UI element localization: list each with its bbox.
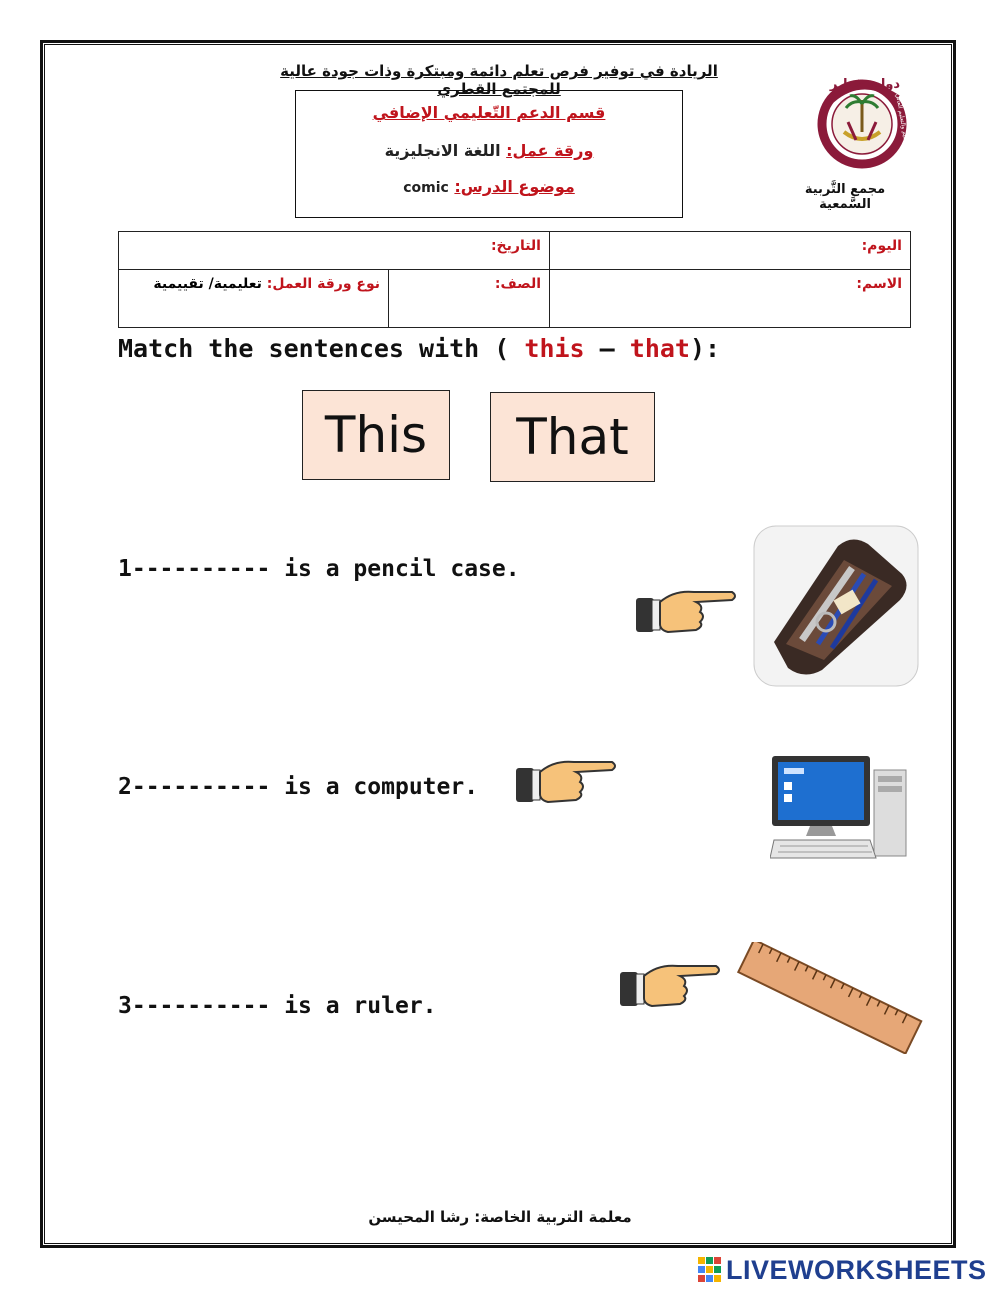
type-label: نوع ورقة العمل: [266, 276, 380, 292]
brand[interactable] [698, 1255, 987, 1285]
date-cell [119, 232, 550, 270]
choice-that[interactable]: That [490, 392, 655, 482]
worksheet-line [296, 141, 682, 160]
answer-blank[interactable]: ---------- [131, 774, 271, 800]
sentence-text: is a ruler. [270, 993, 437, 1019]
sentence-2 [118, 774, 478, 800]
name-label: الاسم: [856, 276, 902, 292]
logo-ring-text: وزارة التعليم والتعليم العالي [894, 93, 913, 163]
item-number: 3 [118, 993, 132, 1019]
liveworksheets-logo-icon [698, 1257, 722, 1283]
choice-this[interactable]: This [302, 390, 450, 480]
sentence-text: is a computer. [270, 774, 479, 800]
class-label: الصف: [494, 276, 541, 292]
pointing-hand-icon [514, 754, 618, 810]
brand-name: LIVEWORKSHEETS [726, 1254, 987, 1285]
instruction-word-this: this [524, 334, 585, 363]
lesson-line [296, 177, 682, 196]
item-number: 1 [118, 556, 132, 582]
name-cell [550, 270, 911, 328]
info-table [118, 231, 911, 328]
sentence-3 [118, 993, 437, 1019]
answer-blank[interactable]: ---------- [131, 993, 271, 1019]
computer-image [770, 752, 910, 864]
sentence-text: is a pencil case. [270, 556, 520, 582]
class-cell [389, 270, 550, 328]
logo-text: دولـة قطـر [829, 77, 901, 92]
instruction [118, 334, 720, 363]
motto: الريادة في توفير فرص تعلم دائمة ومبتكرة وذات جودة عالية للمجتمع القطري [280, 62, 718, 98]
pointing-hand-icon [634, 584, 738, 640]
pointing-hand-icon [618, 958, 722, 1014]
instruction-suffix: ): [689, 334, 721, 363]
teacher-credit: معلمة التربية الخاصة: رشا المحيسن [368, 1208, 632, 1226]
ruler-image [730, 942, 926, 1054]
title-box [295, 90, 683, 218]
instruction-prefix: Match the sentences with ( [118, 334, 525, 363]
date-label: التاريخ: [490, 238, 541, 254]
answer-blank[interactable]: ---------- [131, 556, 271, 582]
day-label: اليوم: [861, 238, 902, 254]
day-cell [550, 232, 911, 270]
item-number: 2 [118, 774, 132, 800]
pencil-case-image [752, 524, 920, 688]
qatar-ministry-logo [812, 70, 918, 170]
worksheet-label: ورقة عمل: [506, 141, 594, 160]
worksheet-subject: اللغة الانجليزية [384, 141, 501, 160]
type-value: تعليمية/ تقييمية [153, 276, 262, 292]
type-cell [119, 270, 389, 328]
instruction-word-that: that [629, 334, 690, 363]
instruction-sep: – [584, 334, 630, 363]
complex-name: مجمع التَّربية السَّمعية [804, 182, 886, 212]
sentence-1 [118, 556, 520, 582]
lesson-label: موضوع الدرس: [454, 177, 575, 196]
lesson-value: comic [403, 180, 449, 196]
department-title: قسم الدعم التّعليمي الإضافي [372, 103, 606, 122]
